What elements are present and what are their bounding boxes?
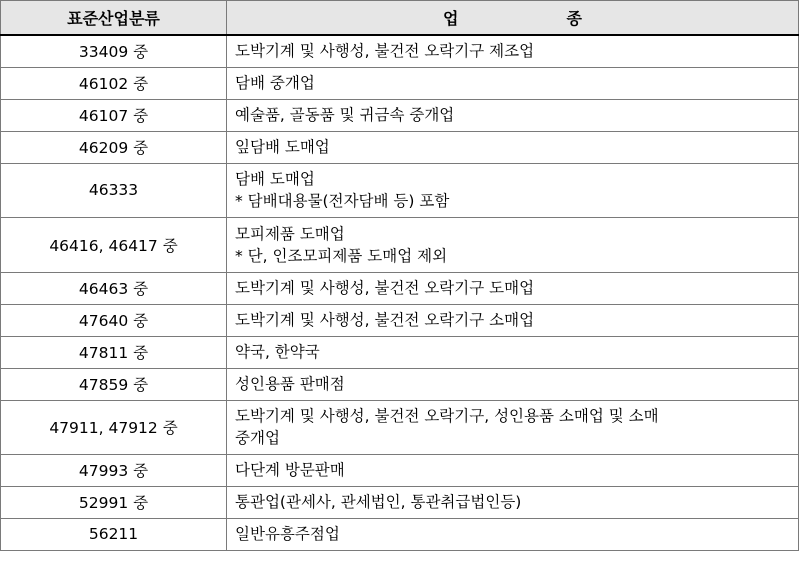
row-desc [227,35,799,67]
table-row [1,67,799,99]
table-row [1,131,799,163]
row-desc [227,163,799,217]
table-row [1,486,799,518]
row-desc [227,131,799,163]
row-code: 56211 [1,518,227,550]
row-code: 52991 중 [1,486,227,518]
table-header-row [1,1,799,36]
row-desc-line: 담배 도매업 [235,170,315,188]
row-desc-line: 예술품, 골동품 및 귀금속 중개업 [235,106,455,124]
table-row [1,163,799,217]
row-desc [227,518,799,550]
row-desc-line: 성인용품 판매점 [235,375,345,393]
row-desc-line: 모피제품 도매업 [235,224,345,243]
row-desc-line: 도박기계 및 사행성, 불건전 오락기구 도매업 [235,279,535,297]
header-business-type-right: 종 [566,9,582,28]
row-desc [227,454,799,486]
row-code: 46102 중 [1,67,227,99]
table-row [1,454,799,486]
row-code: 47993 중 [1,454,227,486]
row-code: 46463 중 [1,272,227,304]
row-desc [227,272,799,304]
row-code: 47911, 47912 중 [1,400,227,454]
row-code: 47640 중 [1,304,227,336]
row-code: 47859 중 [1,368,227,400]
row-desc-line: 통관업(관세사, 관세법인, 통관취급법인등) [235,493,522,511]
table-row [1,368,799,400]
row-desc [227,217,799,272]
row-code: 46333 [1,163,227,217]
row-desc-line: 다단계 방문판매 [235,461,345,479]
row-desc-line-cont: 중개업 [235,429,280,447]
row-desc [227,304,799,336]
table-row [1,336,799,368]
header-industry-code: 표준산업분류 [1,1,227,36]
row-desc-line: 담배 중개업 [235,74,315,92]
row-desc-line: 일반유흥주점업 [235,525,340,543]
row-desc [227,336,799,368]
table-row [1,518,799,550]
row-code: 46107 중 [1,99,227,131]
row-desc-line: 잎담배 도매업 [235,138,330,156]
row-desc [227,486,799,518]
row-desc [227,400,799,454]
table-row [1,304,799,336]
row-desc [227,67,799,99]
row-desc-line: 약국, 한약국 [235,343,320,361]
table-row [1,272,799,304]
row-code: 47811 중 [1,336,227,368]
row-desc-line: 도박기계 및 사행성, 불건전 오락기구 소매업 [235,311,535,329]
row-code: 46416, 46417 중 [1,217,227,272]
row-desc [227,99,799,131]
row-desc-note: * 단, 인조모피제품 도매업 제외 [235,246,448,265]
header-business-type-left: 업 [443,9,459,28]
header-business-type [227,1,799,36]
row-desc-line: 도박기계 및 사행성, 불건전 오락기구 제조업 [235,42,535,61]
row-desc-note: * 담배대용물(전자담배 등) 포함 [235,192,450,210]
table-row [1,99,799,131]
table-row [1,400,799,454]
table-row [1,217,799,272]
row-code: 33409 중 [1,35,227,67]
row-desc-line: 도박기계 및 사행성, 불건전 오락기구, 성인용품 소매업 및 소매 [235,407,659,425]
table-row [1,35,799,67]
row-code: 46209 중 [1,131,227,163]
row-desc [227,368,799,400]
